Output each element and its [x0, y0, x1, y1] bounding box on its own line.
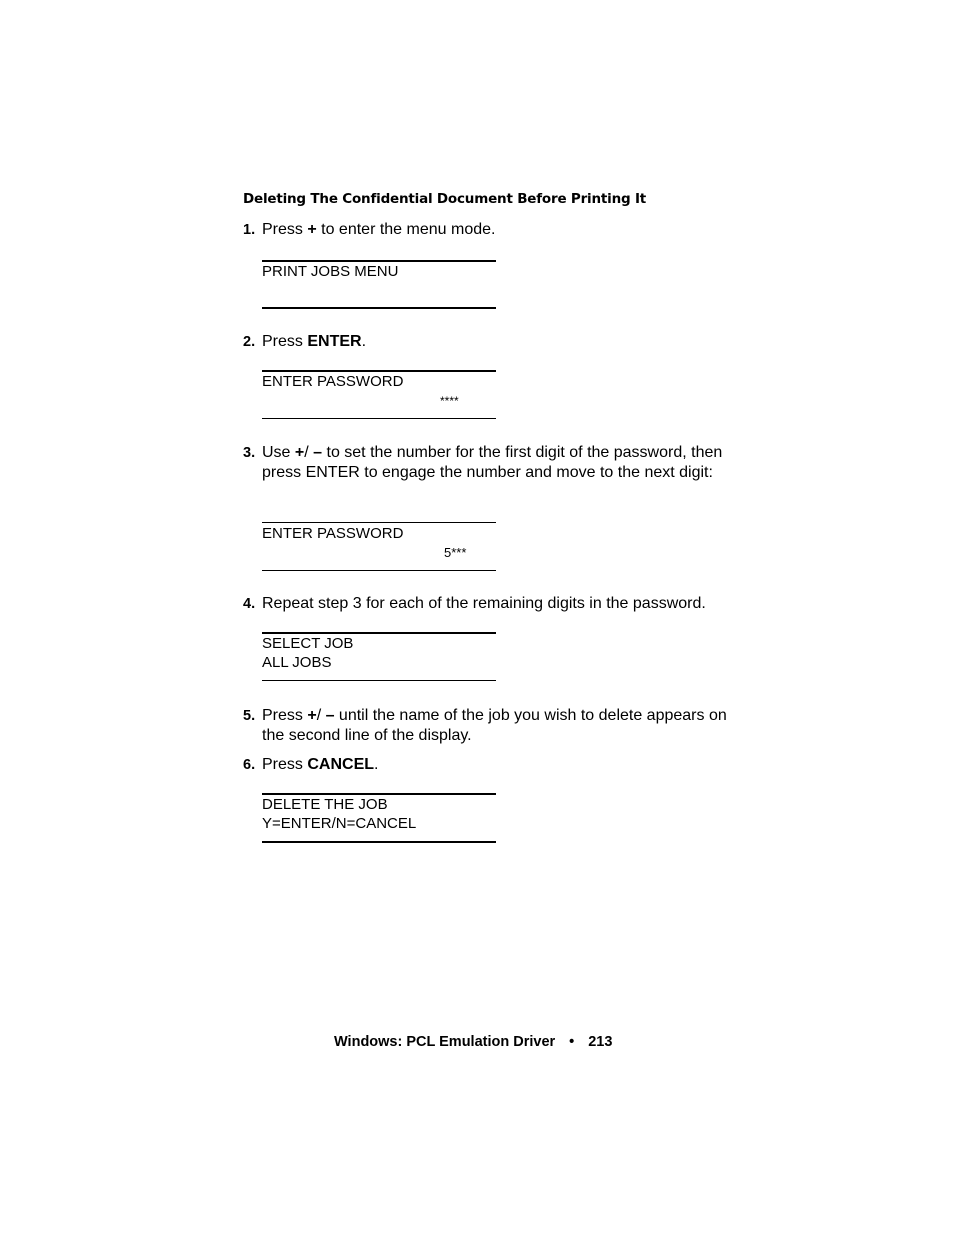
- display-panel-print-jobs-menu: [262, 260, 496, 309]
- step-text: to set the number for the first digit of the password, then press ENTER to engage the number and move to the next digit:: [262, 444, 723, 481]
- display-line-1: SELECT JOB: [262, 635, 354, 652]
- step-number: 4.: [243, 596, 256, 612]
- panel-rule-bottom: [262, 570, 496, 571]
- step-text: Use: [262, 444, 295, 461]
- page-footer: [334, 1034, 612, 1050]
- step-text: Repeat step 3 for each of the remaining digits in the password.: [262, 595, 706, 612]
- step-text: .: [374, 756, 379, 773]
- step-text: Press: [262, 221, 308, 238]
- display-panel-select-job: [262, 632, 496, 681]
- page-number: 213: [588, 1034, 613, 1050]
- step-text: Press: [262, 756, 308, 773]
- step-4: [243, 594, 733, 614]
- key-label: –: [325, 707, 335, 724]
- step-5: [243, 706, 733, 746]
- step-text: /: [304, 444, 314, 461]
- key-label: +: [307, 707, 317, 724]
- step-text: Press: [262, 333, 308, 350]
- display-line-2: ALL JOBS: [262, 654, 332, 671]
- step-2: [243, 332, 733, 352]
- step-number: 3.: [243, 445, 256, 461]
- footer-bullet: •: [569, 1034, 575, 1050]
- display-line-2: Y=ENTER/N=CANCEL: [262, 815, 417, 832]
- step-number: 5.: [243, 708, 256, 724]
- display-line-1: PRINT JOBS MENU: [262, 263, 399, 280]
- key-label: +: [307, 221, 317, 238]
- display-line-2: 5***: [444, 545, 467, 560]
- step-text: /: [316, 707, 326, 724]
- panel-rule-top: [262, 522, 496, 523]
- panel-rule-bottom: [262, 841, 496, 843]
- key-label: +: [294, 444, 305, 461]
- display-line-2: ****: [440, 394, 459, 408]
- display-line-1: DELETE THE JOB: [262, 796, 388, 813]
- step-6: [243, 755, 733, 775]
- step-3: [243, 443, 733, 483]
- step-text: to enter the menu mode.: [316, 221, 496, 238]
- step-text: Press: [262, 707, 308, 724]
- panel-rule-bottom: [262, 418, 496, 419]
- panel-rule-bottom: [262, 680, 496, 681]
- key-label: –: [313, 444, 323, 461]
- display-panel-enter-password-digit: [262, 522, 496, 571]
- display-line-1: ENTER PASSWORD: [262, 373, 404, 390]
- step-text: until the name of the job you wish to delete appears on the second line of the display.: [262, 707, 727, 744]
- panel-rule-bottom: [262, 307, 496, 309]
- key-label: CANCEL: [307, 756, 375, 773]
- display-panel-delete-job: [262, 793, 496, 843]
- key-label: ENTER: [307, 333, 362, 350]
- display-panel-enter-password: [262, 370, 496, 419]
- section-heading: Deleting The Confidential Document Before Printing It: [243, 191, 647, 207]
- step-number: 2.: [243, 334, 256, 350]
- step-1: [243, 220, 733, 240]
- footer-section-title: Windows: PCL Emulation Driver: [334, 1034, 556, 1050]
- display-line-1: ENTER PASSWORD: [262, 525, 404, 542]
- step-number: 6.: [243, 757, 256, 773]
- step-number: 1.: [243, 222, 256, 238]
- step-text: .: [361, 333, 367, 350]
